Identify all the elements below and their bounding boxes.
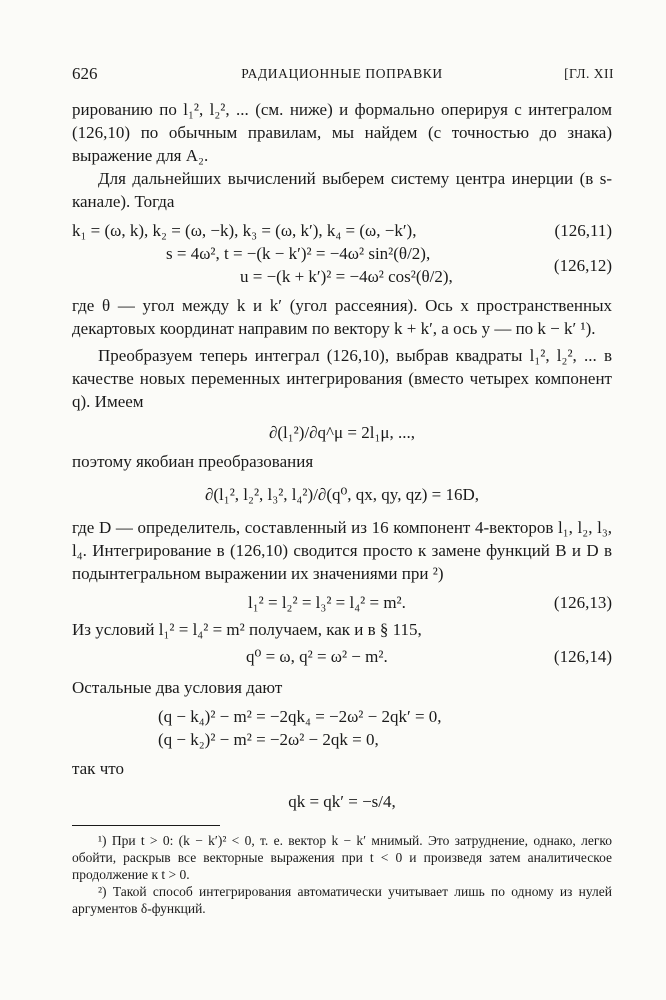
- running-title: РАДИАЦИОННЫЕ ПОПРАВКИ: [241, 66, 443, 81]
- paragraph-6: где D — определитель, составленный из 16 компонент 4-векторов l₁, l₂, l₃, l₄. Интегрирование в (126,10) сводится просто к замене функций B и D в подынтегральном выражении их значениями при ²): [72, 518, 612, 583]
- footnote-1: ¹) При t > 0: (k − k′)² < 0, т. е. вектор k − k′ мнимый. Это затруднение, однако, легко обойти, раскрыв все векторные выражения при t < 0 и произведя затем аналитическое продолжение к t > 0.: [72, 833, 612, 882]
- equation-qk: [72, 790, 612, 813]
- equation-conditions-line-1: (q − k₄)² − m² = −2qk₄ = −2ω² − 2qk′ = 0,: [158, 707, 442, 726]
- book-page: [72, 60, 612, 917]
- equation-126-14: [72, 645, 612, 668]
- equation-jacobian-2-body: ∂(l₁², l₂², l₃², l₄²)/∂(q⁰, qx, qy, qz) = 16D,: [204, 485, 480, 504]
- equation-conditions: [72, 705, 612, 751]
- equation-126-13: [72, 591, 612, 614]
- equation-126-12-line-2: u = −(k + k′)² = −4ω² cos²(θ/2),: [240, 267, 453, 286]
- paragraph-1: рированию по l₁², l₂², ... (см. ниже) и формально оперируя с интегралом (126,10) по обычным правилам, мы найдем (с точностью до знака) выражение для A₂.: [72, 100, 612, 165]
- equation-conditions-line-2: (q − k₂)² − m² = −2ω² − 2qk = 0,: [158, 730, 379, 749]
- paragraph-4: Преобразуем теперь интеграл (126,10), выбрав квадраты l₁², l₂², ... в качестве новых переменных интегрирования (вместо четырех компонент q). Имеем: [72, 346, 612, 411]
- equation-number-126-11: (126,11): [554, 221, 612, 240]
- equation-jacobian-1: [72, 421, 612, 444]
- equation-126-12: [72, 242, 612, 288]
- page-number: 626: [72, 64, 98, 83]
- paragraph-3: где θ — угол между k и k′ (угол рассеяния). Ось x пространственных декартовых координат направим по вектору k + k′, а ось y — по k − k′ ¹).: [72, 296, 612, 338]
- footnote-rule: [72, 825, 220, 826]
- equation-126-13-body: l₁² = l₂² = l₃² = l₄² = m².: [248, 593, 406, 612]
- page-header: [72, 60, 612, 88]
- equation-number-126-13: (126,13): [553, 593, 612, 612]
- paragraph-9: так что: [72, 759, 124, 778]
- chapter-label: [ГЛ. XII: [564, 66, 614, 81]
- equation-number-126-12: (126,12): [553, 256, 612, 275]
- equation-126-14-body: q⁰ = ω, q² = ω² − m².: [246, 647, 388, 666]
- paragraph-5: поэтому якобиан преобразования: [72, 452, 314, 471]
- equation-number-126-14: (126,14): [553, 647, 612, 666]
- equation-qk-body: qk = qk′ = −s/4,: [288, 792, 396, 811]
- equation-126-11-body: k₁ = (ω, k), k₂ = (ω, −k), k₃ = (ω, k′), k₄ = (ω, −k′),: [72, 221, 417, 240]
- paragraph-7: Из условий l₁² = l₄² = m² получаем, как и в § 115,: [72, 620, 422, 639]
- paragraph-8: Остальные два условия дают: [72, 678, 283, 697]
- equation-126-12-line-1: s = 4ω², t = −(k − k′)² = −4ω² sin²(θ/2),: [166, 244, 431, 263]
- footnote-2: ²) Такой способ интегрирования автоматически учитывает лишь по одному из нулей аргументов δ-функций.: [72, 884, 612, 916]
- paragraph-2: Для дальнейших вычислений выберем систему центра инерции (в s-канале). Тогда: [72, 169, 612, 211]
- equation-jacobian-2: [72, 483, 612, 506]
- equation-jacobian-1-body: ∂(l₁²)/∂q^μ = 2l₁μ, ...,: [268, 423, 416, 442]
- equation-126-11: [72, 219, 612, 242]
